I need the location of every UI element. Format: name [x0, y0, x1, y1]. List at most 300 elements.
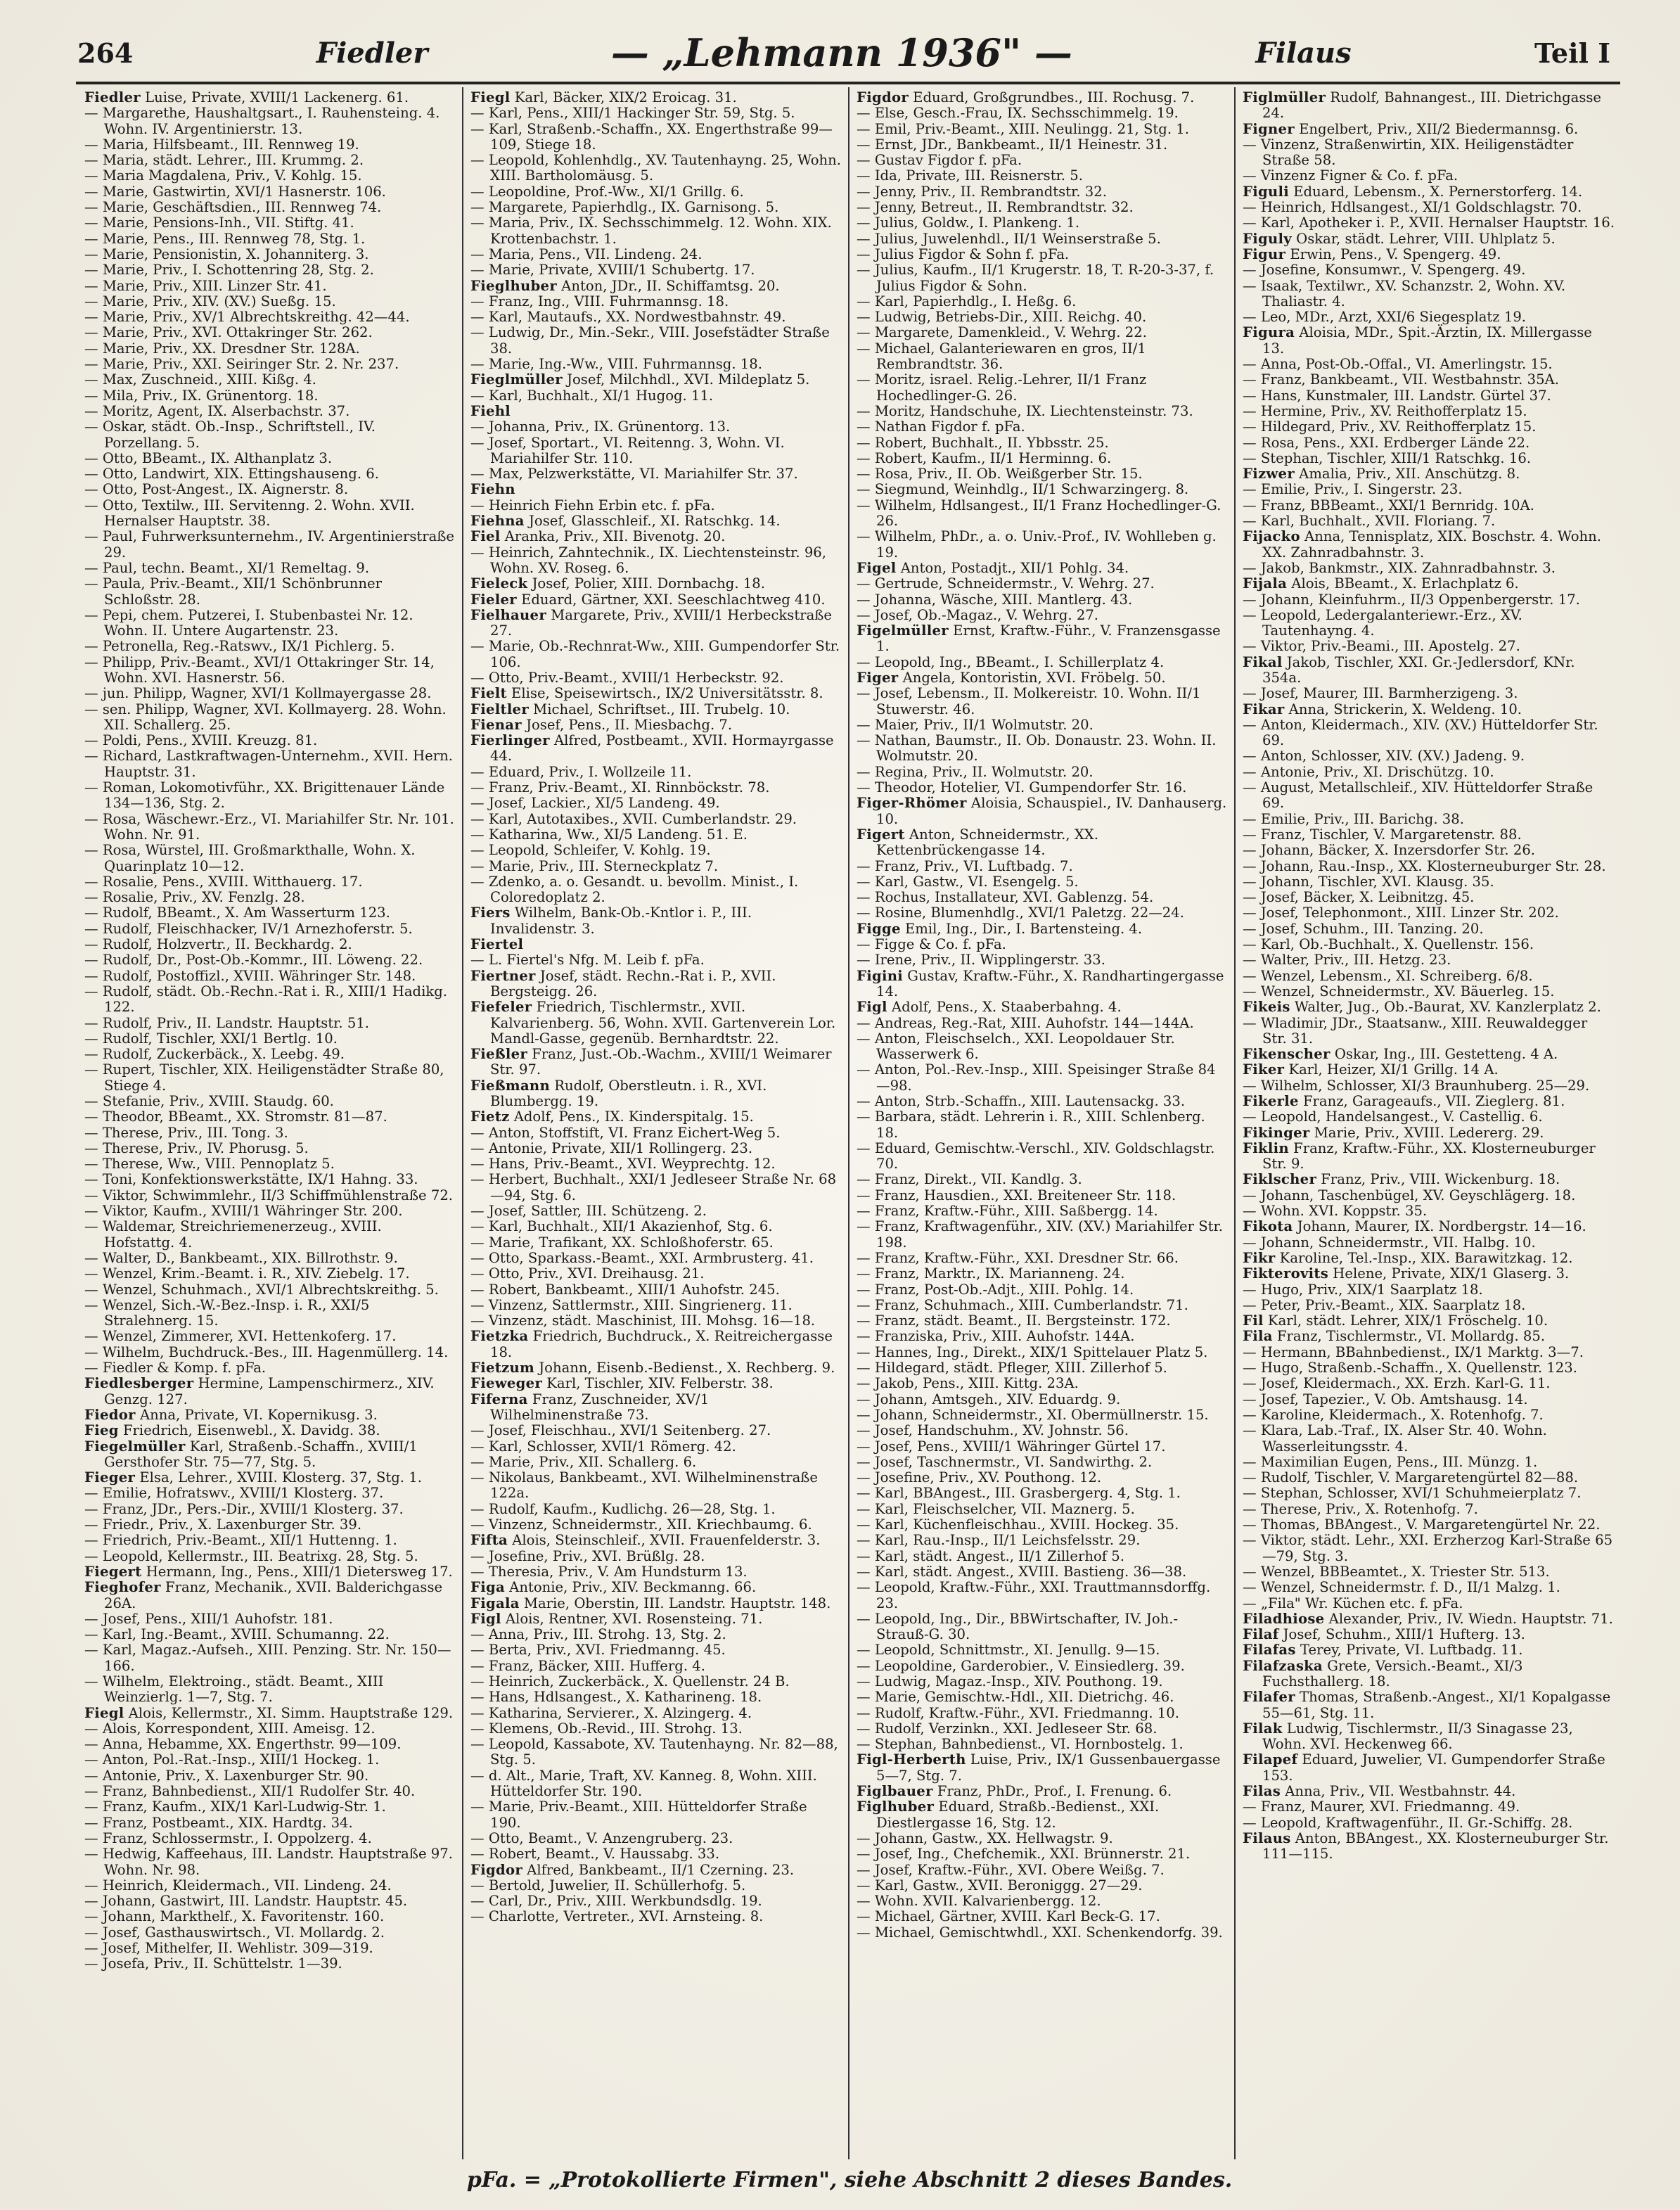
entry-details: — Emilie, Priv., III. Barichg. 38. — [1243, 810, 1464, 827]
entry-surname: Fielhauer — [470, 606, 546, 623]
header-last-entry: Filaus — [1255, 36, 1352, 70]
directory-entry — [857, 168, 1227, 184]
entry-surname: Fiker — [1243, 1061, 1285, 1078]
directory-entry — [1243, 1627, 1615, 1642]
entry-surname: Fikenscher — [1243, 1046, 1330, 1063]
directory-entry — [470, 1799, 841, 1831]
entry-details: — Wilhelm, Hdlsangest., II/1 Franz Hochedlinger-G. 26. — [857, 497, 1221, 530]
entry-details: — Wilhelm, Buchdruck.-Bes., III. Hagenmüllerg. 14. — [84, 1343, 449, 1360]
entry-details: — Ludwig, Magaz.-Insp., XIV. Pouthong. 19. — [857, 1673, 1163, 1690]
directory-entry — [84, 969, 455, 984]
entry-details: Hermine, Lampenschirmerz., XIV. Genzg. 127. — [104, 1375, 435, 1407]
directory-entry — [857, 1282, 1227, 1298]
directory-entry — [857, 1517, 1227, 1533]
directory-entry — [1243, 1329, 1615, 1344]
entry-details: — Katharina, Ww., XI/5 Landeng. 51. E. — [470, 826, 748, 843]
directory-entry — [857, 1799, 1227, 1831]
header-part: Teil I — [1534, 37, 1610, 69]
entry-details: — Rudolf, Tischler, V. Margaretengürtel 82—88. — [1243, 1469, 1579, 1486]
entry-details: Franz, Kraftw.-Führ., XX. Klosterneuburger Str. 9. — [1262, 1139, 1596, 1173]
entry-details: Anton, Schneidermstr., XX. Kettenbrückengasse 14. — [876, 826, 1098, 859]
entry-details: — Friedrich, Priv.-Beamt., XII/1 Huttenng. 1. — [84, 1532, 397, 1549]
entry-details: — Leopold, Ing., Dir., BBWirtschafter, IV. Joh.-Strauß-G. 30. — [857, 1610, 1179, 1643]
entry-details: — Josef, Mithelfer, II. Wehlistr. 309—319. — [84, 1940, 373, 1957]
entry-details: — Marie, Priv., XIV. (XV.) Sueßg. 15. — [84, 293, 336, 309]
entry-surname: Fieglmüller — [470, 371, 563, 388]
directory-entry — [84, 1219, 455, 1251]
entry-details: — Robert, Beamt., V. Haussabg. 33. — [470, 1846, 720, 1863]
directory-entry — [1243, 1266, 1615, 1282]
directory-entry — [470, 592, 841, 608]
entry-details: — Josef, Pens., XVIII/1 Währinger Gürtel 17. — [857, 1438, 1166, 1455]
entry-details: — Pepi, chem. Putzerei, I. Stubenbastei Nr. 12. Wohn. II. Untere Augartenstr. 23. — [84, 606, 413, 639]
entry-details: — Figge & Co. f. pFa. — [857, 936, 1006, 953]
entry-surname: Fikota — [1243, 1218, 1293, 1235]
directory-entry — [1243, 686, 1615, 701]
directory-entry — [84, 1721, 455, 1737]
directory-entry — [470, 498, 841, 513]
entry-details: Engelbert, Priv., XII/2 Biedermannsg. 6. — [1294, 120, 1579, 137]
directory-entry — [857, 1706, 1227, 1721]
entry-surname: Figer — [857, 669, 899, 686]
directory-entry — [84, 1031, 455, 1047]
entry-details: Rudolf, Bahnangest., III. Dietrichgasse 24. — [1262, 89, 1602, 122]
entry-details: Ludwig, Tischlermstr., II/3 Sinagasse 23, Wohn. XVI. Heckenweg 66. — [1262, 1720, 1573, 1753]
entry-details: — Otto, Beamt., V. Anzengruberg. 23. — [470, 1829, 733, 1846]
directory-entry — [857, 1831, 1227, 1846]
entry-details: — Moritz, Handschuhe, IX. Liechtensteinstr. 73. — [857, 402, 1193, 419]
directory-entry — [470, 1659, 841, 1674]
directory-entry — [470, 388, 841, 404]
directory-entry — [470, 529, 841, 544]
directory-entry — [470, 372, 841, 388]
directory-entry — [84, 1580, 455, 1611]
entry-details: — Maria, städt. Lehrer., III. Krummg. 2. — [84, 152, 364, 169]
entry-details: — Antonie, Private, XII/1 Rollingerg. 23. — [470, 1139, 753, 1156]
directory-entry — [470, 122, 841, 153]
directory-entry — [84, 388, 455, 404]
entry-details: — Franz, Ing., VIII. Fuhrmannsg. 18. — [470, 293, 729, 309]
entry-details: — Karl, städt. Angest., II/1 Zillerhof 5. — [857, 1547, 1124, 1564]
entry-details: — Wenzel, Lebensm., XI. Schreiberg. 6/8. — [1243, 967, 1533, 984]
entry-details: — Josef, Lackier., XI/5 Landeng. 49. — [470, 795, 720, 812]
entry-details: — Franz, Bahnbedienst., XII/1 Rudolfer Str. 40. — [84, 1783, 416, 1800]
directory-entry — [84, 529, 455, 561]
entry-surname: Figlhuber — [857, 1799, 935, 1815]
entry-details: — Anna, Post-Ob.-Offal., VI. Amerlingstr. 15. — [1243, 356, 1553, 373]
entry-details: Karl, städt. Lehrer, XIX/1 Fröschelg. 10. — [1263, 1312, 1548, 1329]
entry-surname: Fijala — [1243, 575, 1288, 592]
entry-surname: Fifta — [470, 1532, 508, 1549]
directory-entry — [857, 90, 1227, 106]
directory-entry — [1243, 435, 1615, 451]
directory-entry — [1243, 969, 1615, 984]
entry-details: — Franz, Direkt., VII. Kandlg. 3. — [857, 1171, 1082, 1188]
entry-surname: Fietzum — [470, 1360, 535, 1377]
entry-details: — Hugo, Priv., XIX/1 Saarplatz 18. — [1243, 1281, 1483, 1298]
entry-surname: Filaf — [1243, 1626, 1279, 1643]
entry-details: — Paula, Priv.-Beamt., XII/1 Schönbrunner Schloßstr. 28. — [84, 575, 382, 608]
entry-details: — Maria Magdalena, Priv., V. Kohlg. 15. — [84, 167, 362, 184]
entry-details: — Josef, Kleidermach., XX. Erzh. Karl-G. 11. — [1243, 1375, 1551, 1392]
entry-surname: Figura — [1243, 324, 1295, 341]
directory-entry — [1243, 859, 1615, 874]
directory-entry — [84, 153, 455, 168]
entry-details: — Otto, Landwirt, XIX. Ettingshauseng. 6. — [84, 466, 379, 483]
entry-surname: Fiertner — [470, 967, 536, 984]
directory-entry — [857, 1172, 1227, 1187]
entry-details: — Therese, Priv., III. Tong. 3. — [84, 1124, 288, 1141]
entry-surname: Fizwer — [1243, 466, 1295, 483]
directory-entry — [857, 1863, 1227, 1878]
entry-details: — Karl, Apotheker i. P., XVII. Hernalser Hauptstr. 16. — [1243, 215, 1615, 231]
entry-details: — Marie, Private, XVIII/1 Schubertg. 17. — [470, 262, 755, 279]
entry-details: Josef, Schuhm., XIII/1 Hufterg. 13. — [1278, 1626, 1525, 1643]
entry-details: Franz, Priv., VIII. Wickenburg. 18. — [1316, 1171, 1560, 1188]
entry-details: — Richard, Lastkraftwagen-Unternehm., XVII. Hern. Hauptstr. 31. — [84, 748, 453, 780]
directory-entry — [84, 231, 455, 247]
entry-details: — Robert, Buchhalt., II. Ybbsstr. 25. — [857, 434, 1109, 451]
entry-details: — Johann, Rau.-Insp., XX. Klosterneuburger Str. 28. — [1243, 857, 1606, 874]
directory-entry — [857, 1925, 1227, 1941]
directory-entry — [1243, 247, 1615, 262]
directory-entry — [1243, 215, 1615, 231]
directory-entry — [84, 1737, 455, 1752]
directory-entry — [857, 482, 1227, 497]
entry-details: — Walter, D., Bankbeamt., XIX. Billrothstr. 9. — [84, 1249, 398, 1266]
entry-details: — Eduard, Priv., I. Wollzeile 11. — [470, 763, 692, 780]
entry-details: Ernst, Kraftw.-Führ., V. Franzensgasse 1. — [876, 622, 1221, 655]
entry-details: Anna, Priv., VII. Westbahnstr. 44. — [1281, 1783, 1516, 1800]
entry-details: — Josef, Maurer, III. Barmherzigeng. 3. — [1243, 685, 1518, 702]
entry-details: — Franz, Priv., VI. Luftbadg. 7. — [857, 857, 1073, 874]
directory-entry — [857, 561, 1227, 576]
directory-entry — [470, 1439, 841, 1455]
directory-entry — [84, 733, 455, 748]
directory-entry — [857, 451, 1227, 466]
directory-entry — [1243, 1203, 1615, 1219]
entry-details: — Anton, Pol.-Rat.-Insp., XIII/1 Hockeg. 1. — [84, 1751, 380, 1768]
entry-surname: Fießler — [470, 1046, 528, 1063]
directory-entry — [84, 1062, 455, 1094]
entry-details: — Rudolf, Tischler, XXI/1 Bertlg. 10. — [84, 1030, 338, 1047]
entry-surname: Fikerle — [1243, 1093, 1299, 1109]
directory-entry — [84, 1533, 455, 1548]
entry-details: — Vinzenz, städt. Maschinist, III. Mohsg. 16—18. — [470, 1312, 816, 1329]
directory-entry — [84, 1564, 455, 1580]
entry-details: — Johann, Schneidermstr., VII. Halbg. 10. — [1243, 1234, 1536, 1251]
directory-entry — [857, 1376, 1227, 1391]
entry-details: — Marie, Pensions-Inh., VII. Stiftg. 41. — [84, 215, 354, 231]
directory-entry — [470, 466, 841, 482]
entry-details: — Jenny, Priv., II. Rembrandtstr. 32. — [857, 183, 1107, 200]
entry-details: — Josef, Ob.-Magaz., V. Wehrg. 27. — [857, 606, 1099, 623]
entry-details: Michael, Schriftset., III. Trubelg. 10. — [528, 701, 790, 717]
entry-details: — Josefine, Konsumwr., V. Spengerg. 49. — [1243, 262, 1526, 279]
directory-entry — [470, 325, 841, 357]
entry-details: — Leopold, Handelsangest., V. Castellig. 6. — [1243, 1109, 1543, 1125]
directory-entry — [1243, 561, 1615, 576]
entry-details: — August, Metallschleif., XIV. Hütteldorfer Straße 69. — [1243, 779, 1594, 812]
directory-entry — [470, 1706, 841, 1721]
directory-entry — [1243, 937, 1615, 952]
directory-entry — [1243, 576, 1615, 592]
directory-entry — [470, 1156, 841, 1172]
entry-surname: Figlbauer — [857, 1783, 933, 1800]
entry-details: — Franz, Tischler, V. Margaretenstr. 88. — [1243, 826, 1522, 843]
entry-surname: Fiefeler — [470, 999, 532, 1016]
directory-entry — [470, 1893, 841, 1909]
directory-entry — [1243, 827, 1615, 843]
directory-entry — [470, 482, 841, 497]
entry-details: — Michael, Gemischtwhdl., XXI. Schenkendorfg. 39. — [857, 1924, 1223, 1941]
directory-entry — [470, 1125, 841, 1141]
entry-details: — Margarete, Papierhdlg., IX. Garnisong. 5. — [470, 199, 779, 216]
entry-details: — Barbara, städt. Lehrerin i. R., XIII. Schlenberg. 18. — [857, 1109, 1205, 1141]
entry-surname: Fikterovits — [1243, 1265, 1329, 1282]
directory-entry — [857, 686, 1227, 717]
directory-entry — [84, 576, 455, 608]
directory-entry — [857, 1533, 1227, 1548]
directory-entry — [470, 545, 841, 577]
entry-details: — Karl, Buchhalt., XVII. Floriang. 7. — [1243, 513, 1496, 530]
directory-entry — [470, 309, 841, 325]
directory-entry — [1243, 1831, 1615, 1863]
entry-details: — Andreas, Reg.-Rat, XIII. Auhofstr. 144—144A. — [857, 1014, 1194, 1031]
directory-entry — [1243, 1784, 1615, 1799]
directory-entry — [857, 905, 1227, 921]
entry-details: — Bertold, Juwelier, II. Schüllerhofg. 5. — [470, 1877, 746, 1893]
entry-details: — Vinzenz Figner & Co. f. pFa. — [1243, 167, 1458, 184]
directory-entry — [857, 137, 1227, 153]
entry-details: — Eduard, Gemischtw.-Verschl., XIV. Goldschlagstr. 70. — [857, 1139, 1215, 1173]
entry-surname: Fietz — [470, 1109, 510, 1125]
entry-details: Thomas, Straßenb.-Angest., XI/1 Kopalgasse 55—61, Stg. 11. — [1262, 1689, 1611, 1721]
entry-details: Marie, Priv., XVIII. Ledererg. 29. — [1309, 1124, 1544, 1141]
directory-entry — [1243, 765, 1615, 780]
entry-details: — Anton, Fleischselch., XXI. Leopoldauer Str. Wasserwerk 6. — [857, 1030, 1175, 1063]
entry-details: — Isaak, Textilwr., XV. Schanzstr. 2, Wohn. XV. Thaliastr. 4. — [1243, 277, 1566, 309]
directory-entry — [857, 592, 1227, 608]
directory-entry — [470, 247, 841, 262]
directory-entry — [84, 1094, 455, 1109]
entry-details: — Karl, Ob.-Buchhalt., X. Quellenstr. 156. — [1243, 936, 1534, 953]
entry-surname: Fiedler — [84, 89, 141, 106]
directory-entry — [857, 1502, 1227, 1517]
entry-surname: Fiklin — [1243, 1139, 1289, 1156]
entry-details: — Roman, Lokomotivführ., XX. Brigittenauer Lände 134—136, Stg. 2. — [84, 779, 445, 812]
entry-details: Josef, städt. Rechn.-Rat i. P., XVII. Bergsteigg. 26. — [490, 967, 776, 999]
entry-surname: Figini — [857, 967, 903, 984]
entry-surname: Fikar — [1243, 701, 1285, 717]
entry-details: — Marie, Priv., I. Schottenring 28, Stg. 2. — [84, 262, 374, 279]
entry-details: — Maier, Priv., II/1 Wolmutstr. 20. — [857, 716, 1094, 733]
entry-details: — Marie, Ob.-Rechnrat-Ww., XIII. Gumpendorfer Str. 106. — [470, 638, 840, 670]
directory-entry — [857, 717, 1227, 733]
entry-surname: Filak — [1243, 1720, 1283, 1737]
directory-entry — [857, 1298, 1227, 1313]
entry-details: — Marie, Pens., III. Rennweg 78, Stg. 1. — [84, 230, 366, 247]
header-rule — [76, 82, 1620, 84]
entry-details: — Johanna, Wäsche, XIII. Mantlerg. 43. — [857, 591, 1133, 608]
entry-details: — Franz, Kraftw.-Führ., XXI. Dresdner Str. 66. — [857, 1249, 1179, 1266]
entry-surname: Filaus — [1243, 1829, 1291, 1846]
directory-entry — [84, 1878, 455, 1893]
directory-entry — [84, 702, 455, 734]
entry-details: — Maximilian Eugen, Pens., III. Münzg. 1. — [1243, 1453, 1538, 1470]
entry-details: — Franz, BBBeamt., XXI/1 Bernridg. 10A. — [1243, 497, 1534, 513]
directory-entry — [470, 1642, 841, 1658]
directory-entry — [84, 404, 455, 419]
directory-entry — [1243, 279, 1615, 310]
entry-details: — Rosalie, Priv., XV. Fenzlg. 28. — [84, 889, 305, 906]
entry-details: — Wilhelm, Schlosser, XI/3 Braunhuberg. 25—29. — [1243, 1077, 1590, 1094]
entry-details: Friedrich, Tischlermstr., XVII. Kalvarienberg. 56, Wohn. XVII. Gartenverein Lor. Mandl-Gasse, gegenüb. Bernhardtstr. 22. — [490, 999, 836, 1047]
directory-entry — [1243, 702, 1615, 717]
directory-entry — [84, 1251, 455, 1266]
directory-entry — [84, 309, 455, 325]
directory-entry — [857, 231, 1227, 247]
directory-entry — [470, 1282, 841, 1298]
entry-surname: Figert — [857, 826, 905, 843]
entry-details: Aranka, Priv., XII. Bivenotg. 20. — [500, 528, 726, 545]
entry-surname: Figelmüller — [857, 622, 949, 639]
directory-entry — [84, 184, 455, 200]
entry-details: — Toni, Konfektionswerkstätte, IX/1 Hahng. 33. — [84, 1171, 418, 1188]
directory-entry — [84, 890, 455, 905]
entry-details: Johann, Eisenb.-Bedienst., X. Rechberg. 9. — [534, 1360, 835, 1377]
entry-details: — Karl, Magaz.-Aufseh., XIII. Penzing. Str. Nr. 150—166. — [84, 1642, 451, 1674]
directory-entry — [84, 874, 455, 890]
directory-entry — [470, 1878, 841, 1893]
entry-details: — Wenzel, Schuhmach., XVI/1 Albrechtskreithg. 5. — [84, 1281, 439, 1298]
directory-entry — [1243, 137, 1615, 169]
directory-entry — [1243, 451, 1615, 466]
directory-entry — [857, 1642, 1227, 1658]
entry-details: — Therese, Ww., VIII. Pennoplatz 5. — [84, 1156, 335, 1173]
entry-details: — Michael, Gärtner, XVIII. Karl Beck-G. 17. — [857, 1908, 1160, 1925]
directory-entry — [470, 262, 841, 278]
directory-entry — [470, 1470, 841, 1502]
directory-entry — [1243, 1580, 1615, 1595]
directory-entry — [1243, 984, 1615, 999]
entry-details: — Karl, Pens., XIII/1 Hackinger Str. 59, Stg. 5. — [470, 105, 795, 122]
directory-entry — [1243, 748, 1615, 764]
directory-entry — [1243, 1407, 1615, 1423]
directory-entry — [470, 969, 841, 1000]
directory-entry — [84, 937, 455, 952]
entry-details: Franz, Tischlermstr., VI. Mollardg. 85. — [1272, 1328, 1546, 1345]
directory-entry — [84, 1909, 455, 1924]
entry-details: — Anna, Priv., III. Strohg. 13, Stg. 2. — [470, 1626, 726, 1643]
entry-surname: Fikeis — [1243, 999, 1290, 1016]
directory-entry — [1243, 168, 1615, 184]
entry-surname: Figl-Herberth — [857, 1751, 966, 1768]
entry-details: — Wenzel, BBBeamtet., X. Triester Str. 513. — [1243, 1563, 1550, 1580]
entry-details: — Rudolf, Fleischhacker, IV/1 Arnezhoferstr. 5. — [84, 920, 413, 937]
entry-details: — Franz, Postbeamt., XIX. Hardtg. 34. — [84, 1814, 353, 1831]
directory-entry — [470, 999, 841, 1047]
directory-entry — [1243, 905, 1615, 921]
directory-entry — [84, 1345, 455, 1360]
entry-details: — Wilhelm, Elektroing., städt. Beamt., XIII Weinzierlg. 1—7, Stg. 7. — [84, 1673, 384, 1706]
entry-details: Erwin, Pens., V. Spengerg. 49. — [1285, 245, 1501, 262]
entry-details: Wilhelm, Bank-Ob.-Kntlor i. P., III. Invalidenstr. 3. — [490, 905, 752, 937]
entry-details: Anton, BBAngest., XX. Klosterneuburger Str. 111—115. — [1262, 1829, 1609, 1863]
directory-entry — [1243, 357, 1615, 372]
entry-details: — Rosa, Priv., II. Ob. Weißgerber Str. 15. — [857, 466, 1143, 483]
entry-surname: Fiklscher — [1243, 1171, 1317, 1188]
directory-entry — [857, 1141, 1227, 1173]
directory-entry — [1243, 1047, 1615, 1062]
entry-details: — Marie, Priv., XX. Dresdner Str. 128A. — [84, 340, 360, 357]
directory-entry — [470, 1502, 841, 1517]
entry-details: — Stephan, Schlosser, XVI/1 Schuhmeierplatz 7. — [1243, 1485, 1582, 1502]
directory-entry — [1243, 1721, 1615, 1753]
directory-entry — [1243, 388, 1615, 404]
entry-surname: Fieger — [84, 1469, 136, 1486]
directory-entry — [84, 1266, 455, 1282]
directory-entry — [1243, 513, 1615, 529]
entry-details: — Anton, Pol.-Rev.-Insp., XIII. Speisinger Straße 84—98. — [857, 1061, 1216, 1094]
entry-surname: Filas — [1243, 1783, 1281, 1800]
directory-entry — [84, 1439, 455, 1471]
directory-entry — [857, 1219, 1227, 1251]
directory-entry — [1243, 1141, 1615, 1173]
entry-details: — Julius, Goldw., I. Plankeng. 1. — [857, 215, 1080, 231]
directory-entry — [857, 1094, 1227, 1109]
directory-entry — [1243, 608, 1615, 639]
directory-entry — [470, 419, 841, 435]
directory-entry — [857, 765, 1227, 780]
entry-details: Alois, BBeamt., X. Erlachplatz 6. — [1287, 575, 1519, 592]
directory-entry — [857, 309, 1227, 325]
entry-details: — Jenny, Betreut., II. Rembrandtstr. 32. — [857, 199, 1134, 216]
entry-details: Jakob, Tischler, XXI. Gr.-Jedlersdorf, KNr. 354a. — [1262, 653, 1575, 686]
entry-details: Anna, Private, VI. Kopernikusg. 3. — [135, 1406, 378, 1423]
header-first-entry: Fiedler — [316, 36, 428, 70]
directory-entry — [470, 937, 841, 952]
directory-entry — [470, 812, 841, 827]
directory-entry — [1243, 1360, 1615, 1376]
entry-surname: Figdor — [470, 1861, 522, 1878]
entry-details: — Walter, Priv., III. Hetzg. 23. — [1243, 952, 1451, 969]
directory-entry — [1243, 1376, 1615, 1391]
entry-details: — Hermann, BBahnbedienst., IX/1 Marktg. 3—7. — [1243, 1343, 1584, 1360]
directory-entry — [470, 1266, 841, 1282]
entry-details: — Robert, Bankbeamt., XIII/1 Auhofstr. 245. — [470, 1281, 780, 1298]
entry-surname: Fiehl — [470, 402, 511, 419]
directory-entry — [1243, 812, 1615, 827]
directory-entry — [857, 184, 1227, 200]
directory-entry — [84, 1329, 455, 1344]
directory-entry — [470, 1109, 841, 1125]
directory-entry — [84, 1109, 455, 1125]
entry-details: — Karl, Buchhalt., XII/1 Akazienhof, Stg. 6. — [470, 1218, 773, 1235]
entry-details: — jun. Philipp, Wagner, XVI/1 Kollmayergasse 28. — [84, 685, 432, 702]
entry-details: — Rosa, Wäschewr.-Erz., VI. Mariahilfer Str. Nr. 101. Wohn. Nr. 91. — [84, 810, 454, 843]
directory-entry — [470, 1517, 841, 1533]
entry-details: — Josefine, Priv., XVI. Brüßlg. 28. — [470, 1547, 705, 1564]
directory-entry — [1243, 1109, 1615, 1125]
directory-entry — [857, 670, 1227, 686]
directory-entry — [857, 247, 1227, 262]
entry-surname: Fierlinger — [470, 732, 550, 749]
entry-details: Alois, Steinschleif., XVII. Frauenfelderstr. 3. — [508, 1532, 821, 1549]
entry-details: — Josefine, Priv., XV. Pouthong. 12. — [857, 1469, 1102, 1486]
entry-details: — Marie, Priv., XII. Schallerg. 6. — [470, 1453, 697, 1470]
entry-surname: Fil — [1243, 1312, 1264, 1329]
